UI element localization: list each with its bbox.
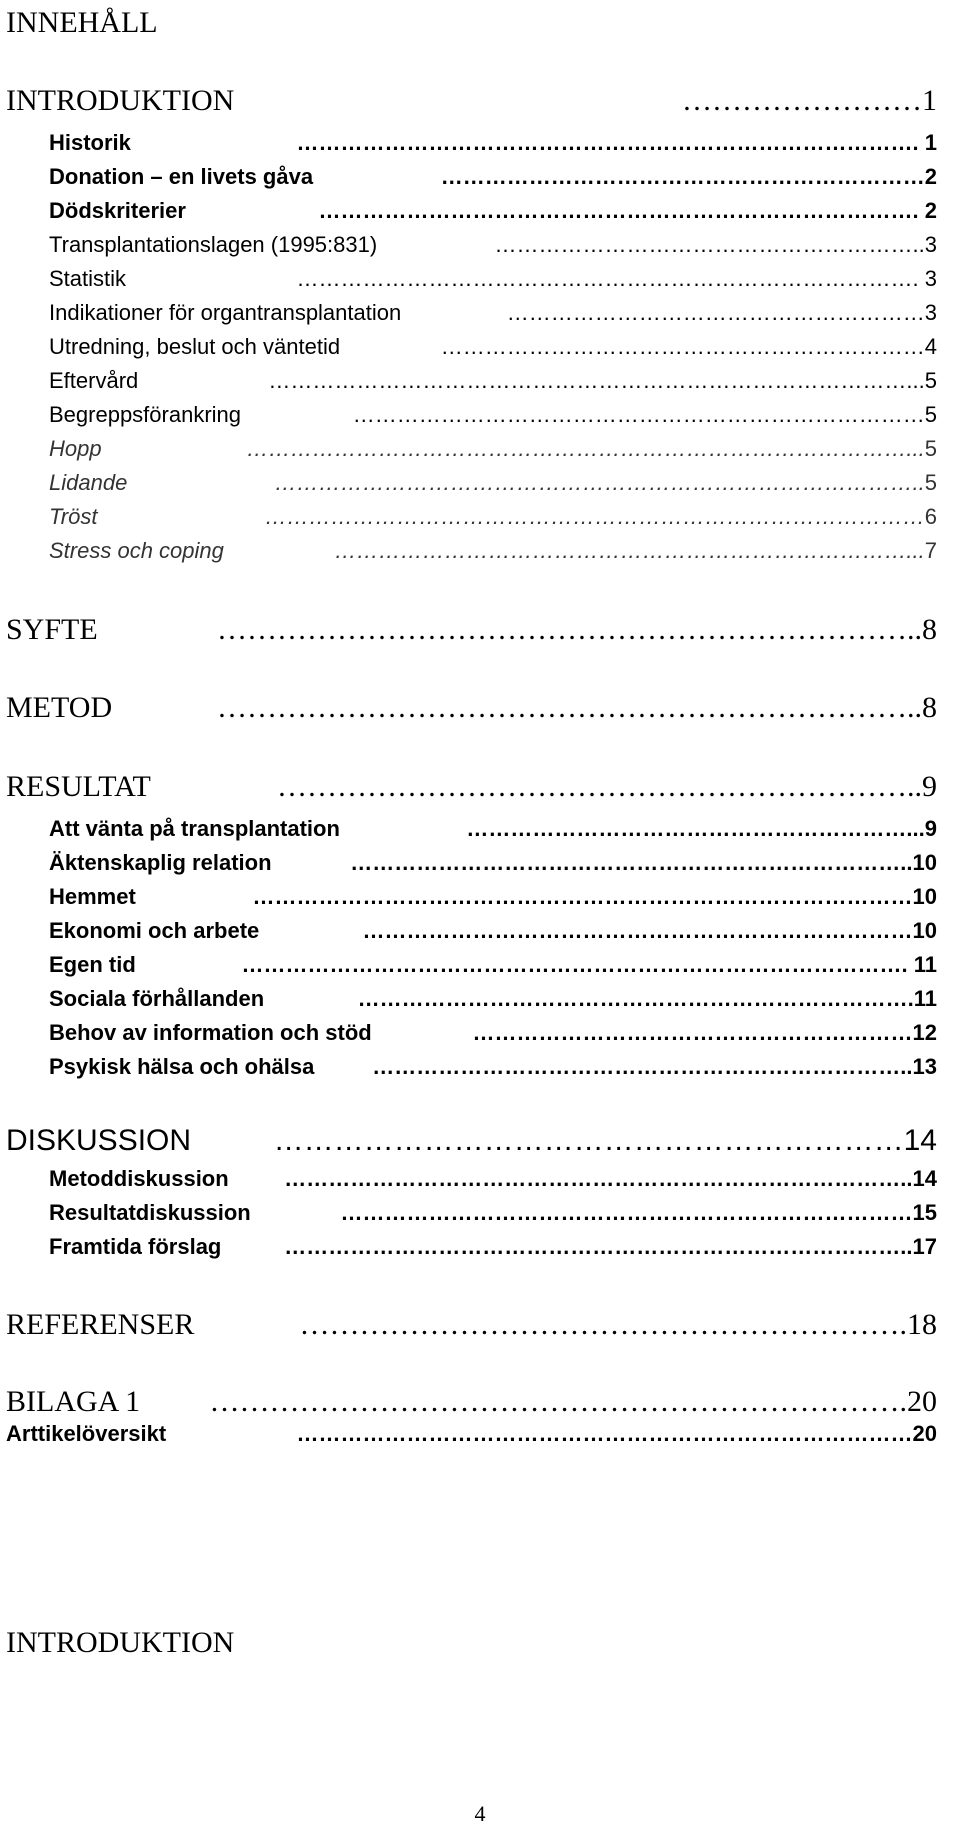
toc-entry-label: Utredning, beslut och väntetid xyxy=(49,334,341,359)
toc-entry-label: Ekonomi och arbete xyxy=(49,918,260,943)
toc-entry-label: Eftervård xyxy=(49,368,139,393)
toc-page-number: 5 xyxy=(924,436,937,461)
toc-entry-label: Stress och coping xyxy=(49,538,224,563)
toc-page-number: 3 xyxy=(924,232,937,257)
toc-entry-resultatdiskussion[interactable] xyxy=(0,1200,937,1226)
toc-page-number: 2 xyxy=(924,164,937,189)
toc-entry-label: Arttikelöversikt xyxy=(6,1421,167,1446)
toc-entry-diskussion[interactable] xyxy=(0,1124,937,1158)
toc-entry-label: Att vänta på transplantation xyxy=(49,816,340,841)
toc-entry-ekonomi[interactable] xyxy=(0,918,937,944)
toc-entry-label: Historik xyxy=(49,130,131,155)
toc-page-number: . 1 xyxy=(912,130,937,155)
toc-entry-trost[interactable] xyxy=(0,504,937,530)
toc-leader-dots: ……………………………………………………………………………... xyxy=(268,368,925,393)
toc-leader-dots: ……………………………………………………… xyxy=(273,1124,904,1157)
toc-entry-label: Indikationer för organtransplantation xyxy=(49,300,402,325)
toc-leader-dots: ……………………………………………………………………………… xyxy=(252,884,913,909)
toc-entry-label: INTRODUKTION xyxy=(6,84,235,117)
toc-page-number: . 11 xyxy=(901,952,937,977)
toc-page-number: 20 xyxy=(907,1385,937,1418)
toc-entry-bilaga[interactable] xyxy=(0,1385,937,1419)
toc-entry-label: METOD xyxy=(6,691,113,724)
toc-entry-hopp[interactable] xyxy=(0,436,937,462)
toc-page-number: . 2 xyxy=(912,198,937,223)
toc-entry-label: Egen tid xyxy=(49,952,136,977)
toc-leader-dots: …………………………………………………………….. xyxy=(217,613,922,646)
toc-leader-dots: ……………………………………………………………………………… xyxy=(241,952,902,977)
toc-leader-dots: ………………………………………………………………………….. xyxy=(284,1234,913,1259)
toc-entry-dodskriterier[interactable] xyxy=(0,198,937,224)
toc-page-number: 20 xyxy=(912,1421,937,1446)
toc-entry-label: Behov av information och stöd xyxy=(49,1020,372,1045)
toc-leader-dots: ………………………………………………….. xyxy=(494,232,925,257)
toc-leader-dots: ………………………………………………………………….. xyxy=(350,850,913,875)
toc-entry-transplantationslagen[interactable] xyxy=(0,232,937,258)
toc-entry-referenser[interactable] xyxy=(0,1308,937,1342)
toc-page-number: 9 xyxy=(924,816,937,841)
toc-entry-label: Transplantationslagen (1995:831) xyxy=(49,232,378,257)
toc-entry-att-vanta[interactable] xyxy=(0,816,937,842)
toc-entry-label: Dödskriterier xyxy=(49,198,186,223)
toc-entry-resultat[interactable] xyxy=(0,770,937,804)
toc-page-number: 8 xyxy=(922,613,937,646)
toc-entry-begreppsforankring[interactable] xyxy=(0,402,937,428)
toc-title: INNEHÅLL xyxy=(6,6,158,39)
toc-page-number: 3 xyxy=(924,300,937,325)
toc-leader-dots: ………………………………………………………………………….. xyxy=(284,1166,913,1191)
toc-entry-label: Tröst xyxy=(49,504,98,529)
toc-entry-introduktion[interactable] xyxy=(0,84,937,118)
toc-entry-label: Begreppsförankring xyxy=(49,402,242,427)
toc-entry-label: Donation – en livets gåva xyxy=(49,164,314,189)
toc-leader-dots: ………………………………………………………………… xyxy=(362,918,913,943)
toc-leader-dots: …………………………………………………………………… xyxy=(352,402,925,427)
toc-entry-label: BILAGA 1 xyxy=(6,1385,141,1418)
toc-entry-egen-tid[interactable] xyxy=(0,952,937,978)
toc-entry-label: Framtida förslag xyxy=(49,1234,222,1259)
toc-entry-label: Sociala förhållanden xyxy=(49,986,265,1011)
toc-leader-dots: ……………………………………………………. xyxy=(299,1308,907,1341)
toc-entry-syfte[interactable] xyxy=(0,613,937,647)
toc-page-number: 15 xyxy=(912,1200,937,1225)
toc-entry-lidande[interactable] xyxy=(0,470,937,496)
toc-page-number: 10 xyxy=(912,850,937,875)
toc-leader-dots: ……………………………………………………………….. xyxy=(372,1054,913,1079)
toc-page-number: 9 xyxy=(922,770,937,803)
toc-entry-artikeloversikt[interactable] xyxy=(0,1421,937,1447)
toc-leader-dots: ……………………………………………………………………… xyxy=(318,198,913,223)
toc-leader-dots: ……………………………………………………………. xyxy=(209,1385,907,1418)
toc-entry-label: Lidande xyxy=(49,470,128,495)
toc-entry-metod[interactable] xyxy=(0,691,937,725)
toc-entry-donation[interactable] xyxy=(0,164,937,190)
toc-leader-dots: ……………………………………………………………………... xyxy=(334,538,925,563)
toc-leader-dots: ……………………………………………………………………………… xyxy=(264,504,925,529)
page-number: 4 xyxy=(474,1801,486,1826)
toc-page-number: 5 xyxy=(924,368,937,393)
toc-page-number: 7 xyxy=(924,538,937,563)
section-heading: INTRODUKTION xyxy=(6,1626,235,1659)
toc-page-number: .11 xyxy=(907,986,937,1011)
toc-entry-hemmet[interactable] xyxy=(0,884,937,910)
toc-entry-label: REFERENSER xyxy=(6,1308,195,1341)
toc-leader-dots: …………………………………………………………….. xyxy=(217,691,922,724)
toc-entry-label: SYFTE xyxy=(6,613,98,646)
toc-entry-stress-coping[interactable] xyxy=(0,538,937,564)
toc-entry-label: Hemmet xyxy=(49,884,136,909)
toc-leader-dots: ………………………………………………………………………… xyxy=(296,1421,913,1446)
toc-entry-statistik[interactable] xyxy=(0,266,937,292)
toc-entry-indikationer[interactable] xyxy=(0,300,937,326)
toc-entry-label: Statistik xyxy=(49,266,127,291)
toc-entry-label: Äktenskaplig relation xyxy=(49,850,272,875)
toc-entry-psykisk[interactable] xyxy=(0,1054,937,1080)
toc-page-number: 12 xyxy=(912,1020,937,1045)
toc-leader-dots: …………………………………………………… xyxy=(472,1020,913,1045)
toc-page-number: 1 xyxy=(922,84,937,117)
toc-entry-label: RESULTAT xyxy=(6,770,151,803)
toc-page-number: 10 xyxy=(912,918,937,943)
toc-page-number: 13 xyxy=(912,1054,937,1079)
toc-entry-utredning[interactable] xyxy=(0,334,937,360)
toc-page-number: 8 xyxy=(922,691,937,724)
toc-entry-historik[interactable] xyxy=(0,130,937,156)
toc-leader-dots: ……………………………………………………….. xyxy=(277,770,922,803)
toc-page-number: 18 xyxy=(907,1308,937,1341)
toc-leader-dots: ………………………………………………………………… xyxy=(357,986,908,1011)
toc-entry-label: Resultatdiskussion xyxy=(49,1200,251,1225)
toc-page-number: 6 xyxy=(924,504,937,529)
toc-entry-eftervard[interactable] xyxy=(0,368,937,394)
toc-leader-dots: …………………………………………………………………… xyxy=(340,1200,913,1225)
toc-leader-dots: ………………………………………………… xyxy=(506,300,925,325)
toc-page-number: 10 xyxy=(912,884,937,909)
toc-entry-metoddiskussion[interactable] xyxy=(0,1166,937,1192)
toc-page-number: 14 xyxy=(903,1124,937,1157)
toc-entry-label: DISKUSSION xyxy=(6,1124,192,1157)
toc-page-number: 5 xyxy=(924,470,937,495)
toc-leader-dots: ………………………………………………………………………… xyxy=(296,266,913,291)
toc-leader-dots: ………………………………………………………………………… xyxy=(296,130,913,155)
toc-page-number: 14 xyxy=(912,1166,937,1191)
toc-entry-behov[interactable] xyxy=(0,1020,937,1046)
toc-leader-dots: ………………………………………………………… xyxy=(440,164,925,189)
toc-leader-dots: …………………………………………………………………………….. xyxy=(274,470,925,495)
toc-page-number: 4 xyxy=(924,334,937,359)
toc-page-number: 5 xyxy=(924,402,937,427)
toc-entry-aktenskaplig[interactable] xyxy=(0,850,937,876)
toc-leader-dots: ………………………………………………………… xyxy=(440,334,925,359)
toc-leader-dots: …………………… xyxy=(682,84,922,117)
toc-page-number: . 3 xyxy=(912,266,937,291)
toc-entry-framtida[interactable] xyxy=(0,1234,937,1260)
toc-page-number: 17 xyxy=(912,1234,937,1259)
toc-entry-label: Psykisk hälsa och ohälsa xyxy=(49,1054,315,1079)
toc-entry-sociala[interactable] xyxy=(0,986,937,1012)
toc-leader-dots: ………………………………………………………………………………... xyxy=(246,436,925,461)
toc-leader-dots: ……………………………………………………... xyxy=(466,816,925,841)
toc-entry-label: Hopp xyxy=(49,436,102,461)
toc-entry-label: Metoddiskussion xyxy=(49,1166,229,1191)
